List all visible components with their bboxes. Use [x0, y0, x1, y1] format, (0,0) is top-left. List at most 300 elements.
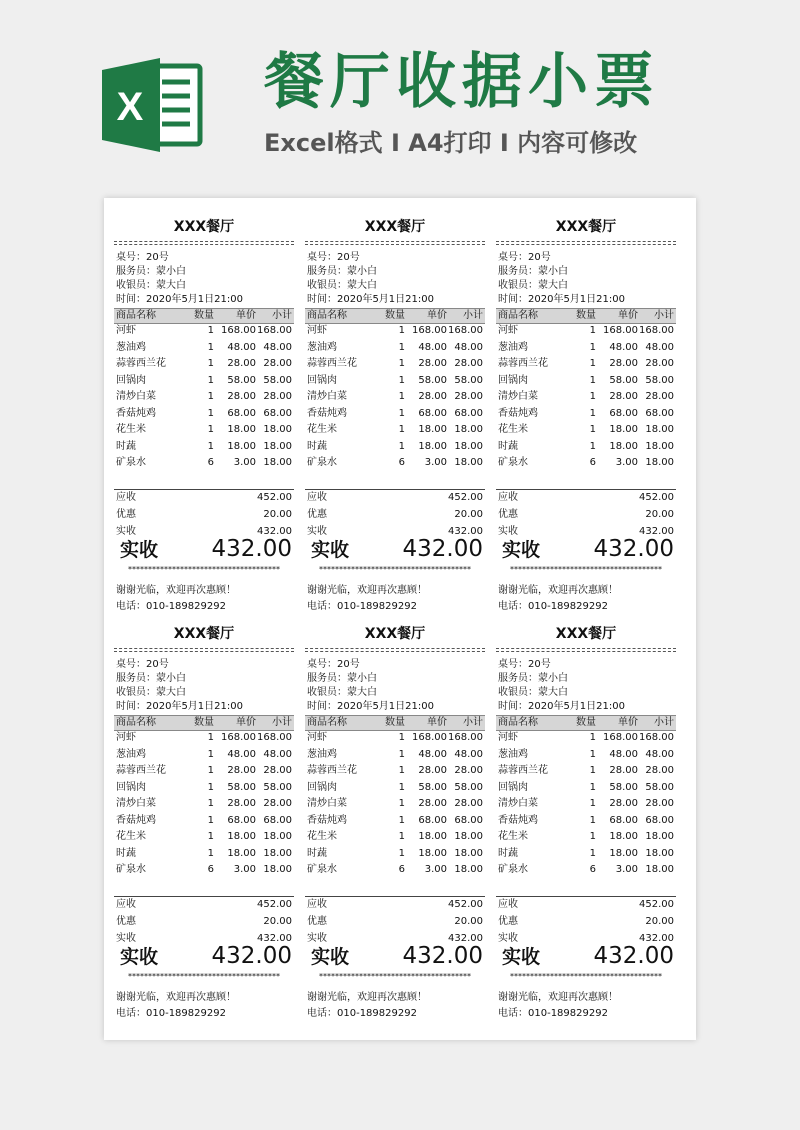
item-name: 矿泉水 [307, 457, 337, 468]
item-name: 河虾 [498, 325, 518, 336]
item-qty: 1 [207, 440, 214, 452]
summary-row [305, 898, 485, 912]
receipt [305, 198, 485, 612]
item-row [305, 374, 485, 388]
dashed-divider [114, 241, 294, 242]
summary-label: 实收 [498, 526, 518, 537]
item-subtotal: 48.00 [645, 341, 674, 353]
item-row [114, 357, 294, 371]
item-row [496, 341, 676, 355]
phone-number: 电话：010-189829292 [116, 1008, 226, 1019]
item-name: 时蔬 [307, 440, 327, 452]
item-name: 花生米 [307, 831, 337, 842]
item-row [496, 748, 676, 762]
item-qty: 1 [207, 325, 214, 336]
item-price: 28.00 [609, 358, 638, 369]
col-name-header: 商品名称 [116, 717, 156, 728]
item-subtotal: 58.00 [645, 374, 674, 386]
item-qty: 1 [398, 732, 405, 743]
item-price: 168.00 [603, 325, 638, 336]
item-name: 时蔬 [116, 440, 136, 452]
item-qty: 1 [398, 748, 405, 760]
item-price: 28.00 [227, 391, 256, 402]
item-price: 28.00 [609, 765, 638, 776]
item-qty: 1 [207, 765, 214, 776]
item-price: 68.00 [418, 814, 447, 826]
item-row [114, 781, 294, 795]
item-row [114, 423, 294, 437]
col-qty-header: 数量 [576, 717, 596, 728]
item-row [305, 390, 485, 404]
item-subtotal: 18.00 [263, 831, 292, 842]
item-subtotal: 168.00 [448, 732, 483, 743]
item-name: 蒜蓉西兰花 [307, 765, 357, 776]
item-qty: 1 [589, 424, 596, 435]
item-name: 清炒白菜 [307, 391, 347, 402]
item-subtotal: 68.00 [454, 814, 483, 826]
item-price: 28.00 [227, 358, 256, 369]
receipt [496, 605, 676, 1019]
item-row [114, 407, 294, 421]
item-row [114, 390, 294, 404]
col-qty-header: 数量 [576, 310, 596, 321]
summary-row [305, 508, 485, 522]
item-qty: 1 [207, 358, 214, 369]
item-row [496, 764, 676, 778]
item-price: 168.00 [412, 732, 447, 743]
item-subtotal: 168.00 [257, 732, 292, 743]
item-row [496, 781, 676, 795]
item-subtotal: 18.00 [263, 864, 292, 875]
table-number: 桌号：20号 [498, 252, 551, 263]
item-price: 28.00 [609, 391, 638, 402]
page-title: 餐厅收据小票 [264, 47, 660, 117]
dashed-divider [305, 241, 485, 242]
item-price: 48.00 [227, 748, 256, 760]
cashier: 收银员：蒙大白 [307, 687, 377, 698]
item-qty: 1 [589, 732, 596, 743]
item-name: 河虾 [116, 325, 136, 336]
thanks-message: 谢谢光临，欢迎再次惠顾！ [498, 992, 618, 1003]
col-subtotal-header: 小计 [272, 310, 292, 321]
item-qty: 1 [398, 440, 405, 452]
item-subtotal: 58.00 [263, 374, 292, 386]
col-price-header: 单价 [236, 310, 256, 321]
star-divider: ************************************** [128, 972, 280, 981]
item-name: 时蔬 [116, 847, 136, 859]
restaurant-name: XXX餐厅 [555, 626, 617, 642]
item-subtotal: 68.00 [645, 407, 674, 419]
item-row [496, 797, 676, 811]
item-name: 香菇炖鸡 [498, 814, 538, 826]
item-price: 18.00 [227, 831, 256, 842]
col-name-header: 商品名称 [307, 717, 347, 728]
item-qty: 1 [398, 391, 405, 402]
star-divider: ************************************** [128, 565, 280, 574]
item-price: 58.00 [609, 781, 638, 793]
item-qty: 1 [207, 341, 214, 353]
col-qty-header: 数量 [385, 310, 405, 321]
table-number: 桌号：20号 [116, 659, 169, 670]
summary-row [496, 898, 676, 912]
final-paid-amount: 432.00 [402, 943, 483, 969]
phone-number: 电话：010-189829292 [116, 601, 226, 612]
item-name: 时蔬 [498, 440, 518, 452]
phone-number: 电话：010-189829292 [307, 1008, 417, 1019]
item-price: 18.00 [418, 424, 447, 435]
table-number: 桌号：20号 [307, 659, 360, 670]
col-subtotal-header: 小计 [654, 310, 674, 321]
item-name: 葱油鸡 [498, 748, 528, 760]
item-row [305, 764, 485, 778]
col-price-header: 单价 [427, 310, 447, 321]
item-row [114, 748, 294, 762]
item-subtotal: 28.00 [645, 798, 674, 809]
summary-label: 应收 [498, 492, 518, 503]
item-row [496, 440, 676, 454]
solid-divider [305, 896, 485, 897]
item-qty: 1 [589, 748, 596, 760]
item-row [496, 456, 676, 470]
item-price: 48.00 [227, 341, 256, 353]
summary-row [496, 915, 676, 929]
summary-value: 20.00 [645, 916, 674, 927]
item-name: 香菇炖鸡 [307, 407, 347, 419]
item-row [114, 847, 294, 861]
item-name: 河虾 [498, 732, 518, 743]
item-qty: 1 [398, 374, 405, 386]
final-paid-label: 实收 [502, 539, 541, 561]
summary-label: 优惠 [498, 509, 518, 520]
item-price: 18.00 [609, 831, 638, 842]
item-subtotal: 18.00 [454, 847, 483, 859]
item-subtotal: 28.00 [454, 391, 483, 402]
item-price: 28.00 [418, 358, 447, 369]
item-subtotal: 68.00 [454, 407, 483, 419]
item-price: 3.00 [424, 457, 447, 468]
item-qty: 1 [207, 391, 214, 402]
col-price-header: 单价 [427, 717, 447, 728]
item-row [305, 797, 485, 811]
item-name: 花生米 [116, 831, 146, 842]
item-qty: 1 [398, 765, 405, 776]
item-qty: 1 [589, 831, 596, 842]
item-row [114, 814, 294, 828]
solid-divider [114, 896, 294, 897]
item-row [496, 847, 676, 861]
item-name: 香菇炖鸡 [307, 814, 347, 826]
item-subtotal: 18.00 [454, 864, 483, 875]
item-subtotal: 58.00 [454, 781, 483, 793]
item-name: 花生米 [498, 831, 528, 842]
waiter: 服务员：蒙小白 [307, 673, 377, 684]
summary-label: 优惠 [307, 509, 327, 520]
item-price: 68.00 [609, 814, 638, 826]
cashier: 收银员：蒙大白 [498, 687, 568, 698]
page-subtitle: Excel格式 I A4打印 I 内容可修改 [264, 129, 638, 157]
item-qty: 1 [589, 325, 596, 336]
solid-divider [114, 489, 294, 490]
item-price: 3.00 [615, 457, 638, 468]
item-row [305, 324, 485, 338]
item-subtotal: 18.00 [645, 864, 674, 875]
summary-label: 实收 [307, 526, 327, 537]
item-row [114, 341, 294, 355]
item-name: 河虾 [307, 732, 327, 743]
item-row [496, 324, 676, 338]
star-divider: ************************************** [319, 565, 471, 574]
col-qty-header: 数量 [194, 310, 214, 321]
item-row [496, 830, 676, 844]
item-row [496, 407, 676, 421]
item-name: 回锅肉 [498, 781, 528, 793]
dashed-divider [496, 241, 676, 242]
item-name: 葱油鸡 [498, 341, 528, 353]
summary-value: 20.00 [645, 509, 674, 520]
item-subtotal: 28.00 [454, 765, 483, 776]
summary-value: 20.00 [454, 509, 483, 520]
summary-value: 432.00 [639, 526, 674, 537]
item-subtotal: 18.00 [263, 440, 292, 452]
item-row [496, 731, 676, 745]
summary-label: 应收 [116, 492, 136, 503]
receipt [114, 198, 294, 612]
item-price: 28.00 [418, 391, 447, 402]
item-price: 68.00 [227, 407, 256, 419]
item-price: 3.00 [615, 864, 638, 875]
item-qty: 1 [589, 391, 596, 402]
final-paid-label: 实收 [502, 946, 541, 968]
dashed-divider [496, 244, 676, 245]
summary-row [496, 491, 676, 505]
item-qty: 1 [398, 424, 405, 435]
item-subtotal: 28.00 [645, 391, 674, 402]
item-price: 18.00 [609, 440, 638, 452]
item-row [114, 830, 294, 844]
item-qty: 1 [398, 781, 405, 793]
summary-value: 452.00 [639, 492, 674, 503]
excel-logo-icon [102, 56, 204, 154]
item-name: 花生米 [116, 424, 146, 435]
col-name-header: 商品名称 [116, 310, 156, 321]
order-time: 时间：2020年5月1日21:00 [116, 294, 243, 305]
items-table-header [305, 715, 485, 731]
item-price: 18.00 [609, 424, 638, 435]
item-qty: 6 [589, 457, 596, 468]
item-name: 香菇炖鸡 [116, 814, 156, 826]
dashed-divider [114, 244, 294, 245]
items-table-header [114, 308, 294, 324]
restaurant-name: XXX餐厅 [364, 626, 426, 642]
waiter: 服务员：蒙小白 [498, 266, 568, 277]
item-price: 3.00 [233, 457, 256, 468]
summary-label: 实收 [116, 526, 136, 537]
cashier: 收银员：蒙大白 [116, 687, 186, 698]
item-price: 58.00 [227, 781, 256, 793]
item-row [114, 456, 294, 470]
item-price: 58.00 [418, 781, 447, 793]
summary-value: 452.00 [448, 899, 483, 910]
item-price: 18.00 [418, 831, 447, 842]
item-qty: 1 [589, 440, 596, 452]
item-price: 3.00 [424, 864, 447, 875]
waiter: 服务员：蒙小白 [116, 266, 186, 277]
item-price: 58.00 [609, 374, 638, 386]
item-subtotal: 18.00 [263, 847, 292, 859]
item-name: 矿泉水 [116, 457, 146, 468]
item-qty: 1 [398, 798, 405, 809]
thanks-message: 谢谢光临，欢迎再次惠顾！ [116, 992, 236, 1003]
summary-label: 实收 [498, 933, 518, 944]
item-subtotal: 48.00 [454, 748, 483, 760]
item-qty: 1 [589, 358, 596, 369]
item-qty: 1 [589, 765, 596, 776]
item-name: 清炒白菜 [116, 391, 156, 402]
item-name: 河虾 [116, 732, 136, 743]
summary-label: 优惠 [116, 916, 136, 927]
summary-label: 优惠 [498, 916, 518, 927]
summary-value: 452.00 [448, 492, 483, 503]
item-name: 葱油鸡 [307, 748, 337, 760]
item-subtotal: 18.00 [454, 424, 483, 435]
item-row [305, 341, 485, 355]
order-time: 时间：2020年5月1日21:00 [116, 701, 243, 712]
summary-row [114, 915, 294, 929]
waiter: 服务员：蒙小白 [307, 266, 377, 277]
thanks-message: 谢谢光临，欢迎再次惠顾！ [116, 585, 236, 596]
item-subtotal: 58.00 [645, 781, 674, 793]
col-qty-header: 数量 [194, 717, 214, 728]
summary-value: 20.00 [263, 509, 292, 520]
dashed-divider [305, 651, 485, 652]
receipt [496, 198, 676, 612]
phone-number: 电话：010-189829292 [498, 1008, 608, 1019]
summary-label: 优惠 [307, 916, 327, 927]
item-row [305, 440, 485, 454]
order-time: 时间：2020年5月1日21:00 [498, 294, 625, 305]
dashed-divider [496, 651, 676, 652]
col-price-header: 单价 [618, 717, 638, 728]
dashed-divider [305, 244, 485, 245]
final-paid-amount: 432.00 [211, 536, 292, 562]
item-qty: 1 [398, 325, 405, 336]
item-name: 时蔬 [307, 847, 327, 859]
item-qty: 1 [398, 358, 405, 369]
item-subtotal: 68.00 [263, 814, 292, 826]
item-name: 时蔬 [498, 847, 518, 859]
item-price: 28.00 [418, 798, 447, 809]
item-name: 蒜蓉西兰花 [498, 765, 548, 776]
item-subtotal: 68.00 [645, 814, 674, 826]
item-row [496, 814, 676, 828]
item-subtotal: 58.00 [263, 781, 292, 793]
item-name: 河虾 [307, 325, 327, 336]
item-qty: 1 [207, 424, 214, 435]
item-price: 18.00 [227, 440, 256, 452]
item-row [305, 748, 485, 762]
item-name: 矿泉水 [307, 864, 337, 875]
item-qty: 1 [207, 374, 214, 386]
order-time: 时间：2020年5月1日21:00 [498, 701, 625, 712]
item-qty: 6 [207, 864, 214, 875]
item-price: 18.00 [227, 847, 256, 859]
item-qty: 1 [207, 814, 214, 826]
summary-value: 452.00 [639, 899, 674, 910]
item-subtotal: 48.00 [454, 341, 483, 353]
summary-value: 452.00 [257, 899, 292, 910]
summary-label: 应收 [307, 492, 327, 503]
item-subtotal: 18.00 [454, 831, 483, 842]
item-qty: 1 [589, 814, 596, 826]
item-qty: 1 [207, 847, 214, 859]
final-paid-amount: 432.00 [402, 536, 483, 562]
table-number: 桌号：20号 [307, 252, 360, 263]
item-name: 花生米 [498, 424, 528, 435]
final-paid-amount: 432.00 [211, 943, 292, 969]
item-price: 18.00 [227, 424, 256, 435]
item-subtotal: 18.00 [645, 457, 674, 468]
item-row [305, 781, 485, 795]
item-subtotal: 18.00 [645, 831, 674, 842]
item-name: 花生米 [307, 424, 337, 435]
item-subtotal: 168.00 [448, 325, 483, 336]
items-table-header [496, 715, 676, 731]
item-qty: 1 [398, 814, 405, 826]
solid-divider [305, 489, 485, 490]
item-name: 葱油鸡 [116, 341, 146, 353]
item-name: 葱油鸡 [307, 341, 337, 353]
item-qty: 6 [398, 457, 405, 468]
item-qty: 1 [589, 798, 596, 809]
item-row [305, 814, 485, 828]
item-price: 58.00 [227, 374, 256, 386]
col-name-header: 商品名称 [307, 310, 347, 321]
items-table-header [496, 308, 676, 324]
item-name: 葱油鸡 [116, 748, 146, 760]
restaurant-name: XXX餐厅 [364, 219, 426, 235]
item-subtotal: 18.00 [645, 424, 674, 435]
item-name: 回锅肉 [116, 781, 146, 793]
item-row [114, 440, 294, 454]
item-row [496, 374, 676, 388]
summary-row [305, 915, 485, 929]
item-qty: 1 [589, 847, 596, 859]
item-qty: 1 [398, 341, 405, 353]
item-name: 蒜蓉西兰花 [116, 358, 166, 369]
thanks-message: 谢谢光临，欢迎再次惠顾！ [498, 585, 618, 596]
items-table-header [114, 715, 294, 731]
item-price: 68.00 [418, 407, 447, 419]
item-subtotal: 48.00 [263, 341, 292, 353]
item-qty: 1 [207, 407, 214, 419]
item-name: 回锅肉 [307, 781, 337, 793]
item-price: 18.00 [418, 847, 447, 859]
item-row [305, 456, 485, 470]
item-row [114, 797, 294, 811]
summary-row [114, 898, 294, 912]
waiter: 服务员：蒙小白 [116, 673, 186, 684]
item-row [496, 423, 676, 437]
item-price: 58.00 [418, 374, 447, 386]
summary-value: 20.00 [263, 916, 292, 927]
star-divider: ************************************** [510, 972, 662, 981]
item-row [305, 731, 485, 745]
restaurant-name: XXX餐厅 [173, 626, 235, 642]
item-subtotal: 58.00 [454, 374, 483, 386]
summary-row [114, 491, 294, 505]
item-subtotal: 28.00 [263, 391, 292, 402]
item-price: 28.00 [418, 765, 447, 776]
